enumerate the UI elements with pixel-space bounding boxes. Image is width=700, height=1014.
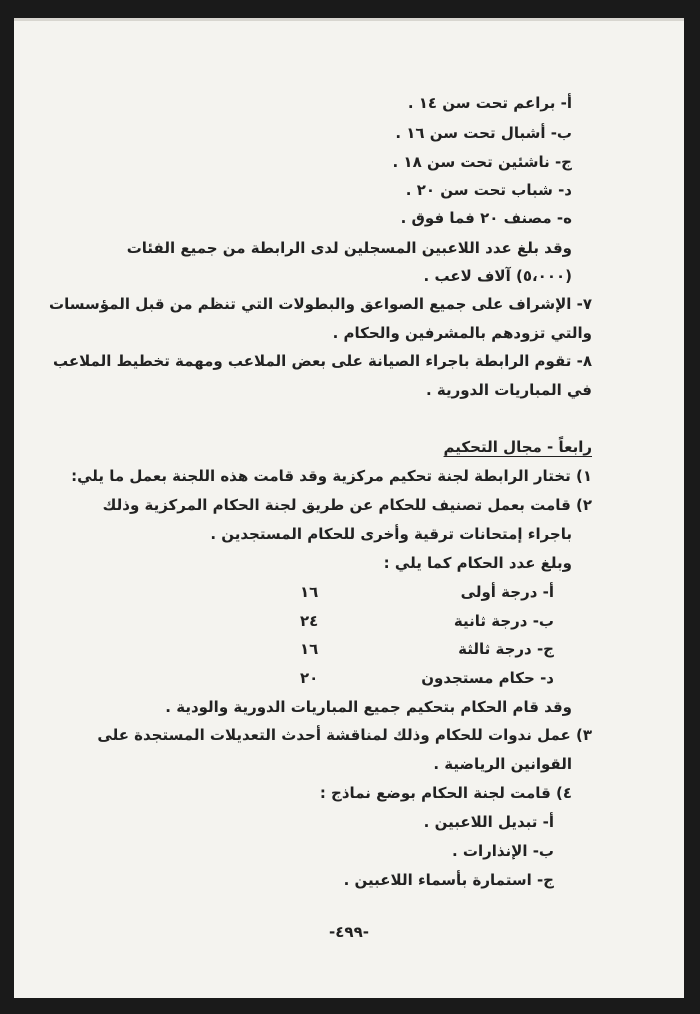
referee-row-count: ٢٤	[300, 612, 319, 630]
registered-line-1: وقد بلغ عدد اللاعبين المسجلين لدى الرابطة من جميع الفئات	[126, 239, 572, 257]
point-2-line-2: باجراء إمتحانات ترقية وأخرى للحكام المستجدين .	[210, 525, 572, 543]
page-number: -٤٩٩-	[329, 923, 369, 941]
form-b: ب- الإنذارات .	[451, 842, 554, 860]
item-7-line-2: والتي تزودهم بالمشرفين والحكام .	[332, 324, 592, 342]
referee-row-count: ١٦	[300, 583, 319, 601]
point-3-line-1: ٣) عمل ندوات للحكام وذلك لمناقشة أحدث التعديلات المستجدة على	[97, 726, 592, 744]
referee-row-label: ب- درجة ثانية	[453, 612, 554, 630]
scan-edge	[14, 18, 684, 21]
referee-row-count: ٢٠	[300, 669, 319, 687]
referee-row-label: د- حكام مستجدون	[421, 669, 554, 687]
form-a: أ- تبديل اللاعبين .	[423, 813, 554, 831]
category-d: د- شباب تحت سن ٢٠ .	[405, 181, 572, 199]
point-4: ٤) قامت لجنة الحكام بوضع نماذج :	[319, 784, 572, 802]
point-1: ١) تختار الرابطة لجنة تحكيم مركزية وقد قامت هذه اللجنة بعمل ما يلي:	[71, 467, 592, 485]
referee-row-label: ج- درجة ثالثة	[458, 640, 554, 658]
category-b: ب- أشبال تحت سن ١٦ .	[395, 124, 572, 142]
referee-row-count: ١٦	[300, 640, 319, 658]
item-8-line-2: في المباريات الدورية .	[425, 381, 592, 399]
referees-summary: وقد قام الحكام بتحكيم جميع المباريات الدورية والودية .	[165, 698, 572, 716]
category-c: ج- ناشئين تحت سن ١٨ .	[392, 153, 572, 171]
registered-line-2: (٥،٠٠٠) آلاف لاعب .	[423, 267, 572, 285]
category-e: ه- مصنف ٢٠ فما فوق .	[400, 209, 572, 227]
point-2-line-1: ٢) قامت بعمل تصنيف للحكام عن طريق لجنة الحكام المركزية وذلك	[102, 496, 592, 514]
referee-row-label: أ- درجة أولى	[460, 583, 554, 601]
section-heading: رابعاً - مجال التحكيم	[443, 438, 592, 456]
form-c: ج- استمارة بأسماء اللاعبين .	[343, 871, 554, 889]
item-8-line-1: ٨- تقوم الرابطة باجراء الصيانة على بعض الملاعب ومهمة تخطيط الملاعب	[53, 352, 592, 370]
item-7-line-1: ٧- الإشراف على جميع الصواعق والبطولات التي تنظم من قبل المؤسسات	[49, 295, 592, 313]
point-2-line-3: وبلغ عدد الحكام كما يلي :	[383, 554, 572, 572]
category-a: أ- براعم تحت سن ١٤ .	[407, 94, 572, 112]
point-3-line-2: القوانين الرياضية .	[433, 755, 572, 773]
document-page	[14, 18, 684, 998]
